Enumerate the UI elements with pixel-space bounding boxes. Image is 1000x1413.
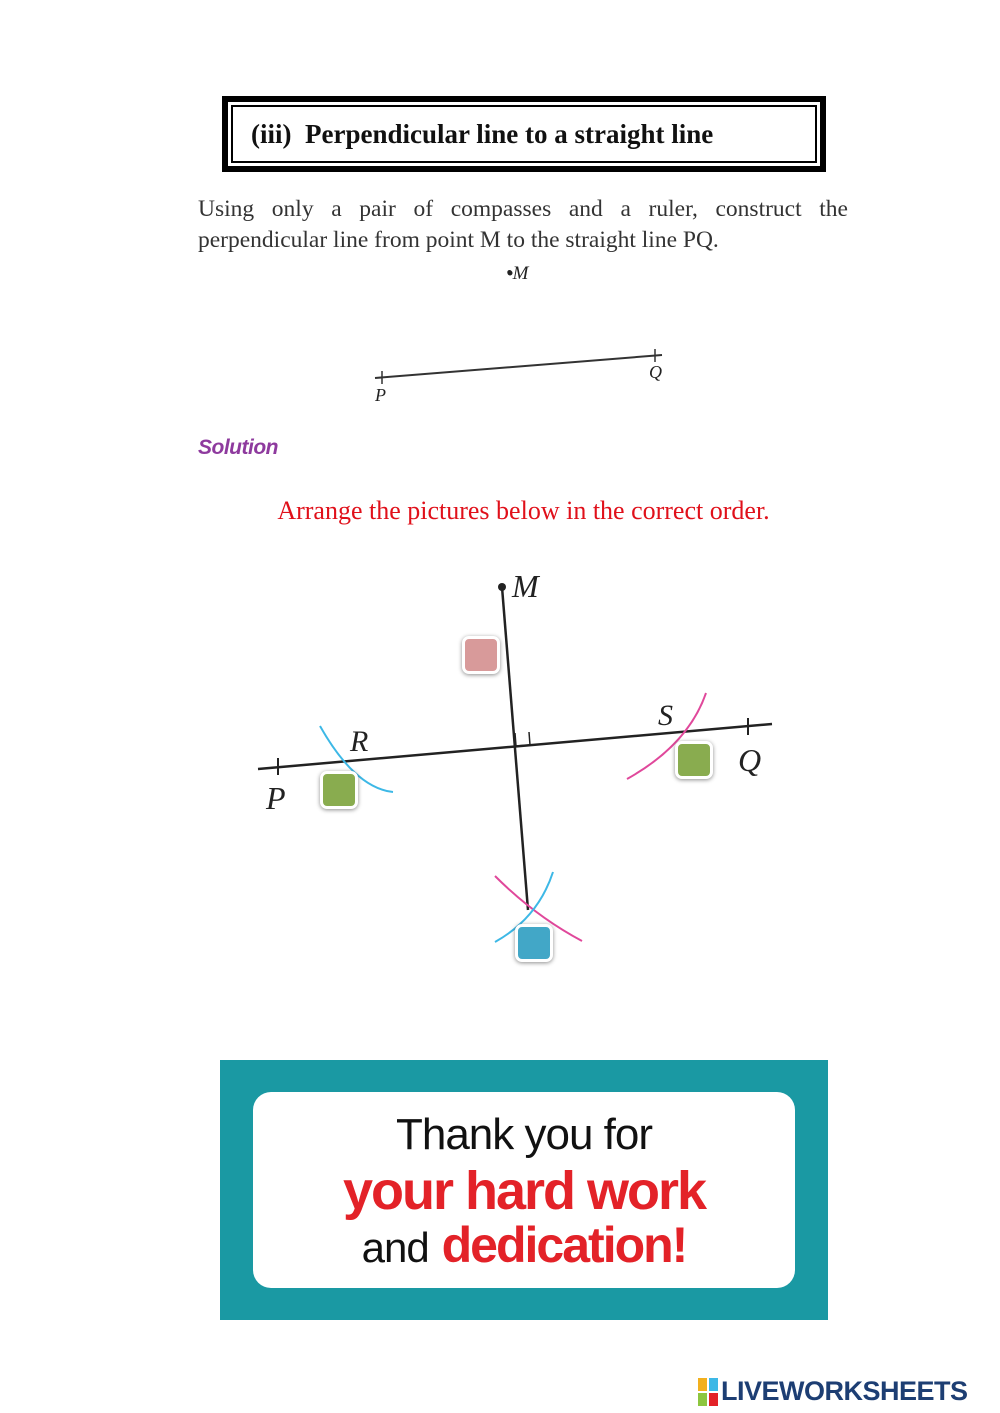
thank-you-and: and [361, 1224, 429, 1271]
drop-slot-2[interactable] [320, 771, 358, 809]
thank-you-line-2: your hard work [342, 1161, 706, 1221]
drop-slot-3[interactable] [675, 741, 713, 779]
drop-slot-1[interactable] [462, 636, 500, 674]
point-m-dot [498, 583, 506, 591]
task-prompt: Arrange the pictures below in the correct order. [277, 496, 770, 525]
label-q: Q [738, 742, 762, 778]
right-angle-mark [515, 732, 530, 746]
label-m: M [512, 568, 539, 604]
label-r: R [350, 725, 369, 758]
page-title: (iii) Perpendicular line to a straight line [231, 105, 817, 163]
thank-you-line-1: Thank you for [395, 1110, 653, 1159]
liveworksheets-logo-icon [698, 1378, 718, 1406]
point-q-label: Q [649, 362, 662, 382]
label-s: S [658, 699, 673, 732]
thank-you-dedication: dedication! [441, 1217, 687, 1273]
brand[interactable] [698, 1376, 968, 1407]
construction-figure [240, 560, 800, 980]
point-m-label: •M [506, 263, 529, 284]
thank-you-line-3 [253, 1216, 795, 1274]
thank-you-panel [220, 1060, 828, 1320]
solution-heading: Solution [198, 436, 278, 459]
title-box [222, 96, 826, 172]
line-pq [375, 355, 662, 378]
point-p-label: P [375, 385, 386, 405]
instruction-text: Using only a pair of compasses and a ruler, construct the perpendicular line from point M to the straight line PQ. [198, 196, 848, 253]
drop-slot-4[interactable] [515, 924, 553, 962]
thank-you-card [253, 1092, 795, 1288]
problem-figure [360, 260, 680, 410]
brand-name: LIVEWORKSHEETS [721, 1376, 968, 1406]
label-p: P [266, 780, 286, 816]
